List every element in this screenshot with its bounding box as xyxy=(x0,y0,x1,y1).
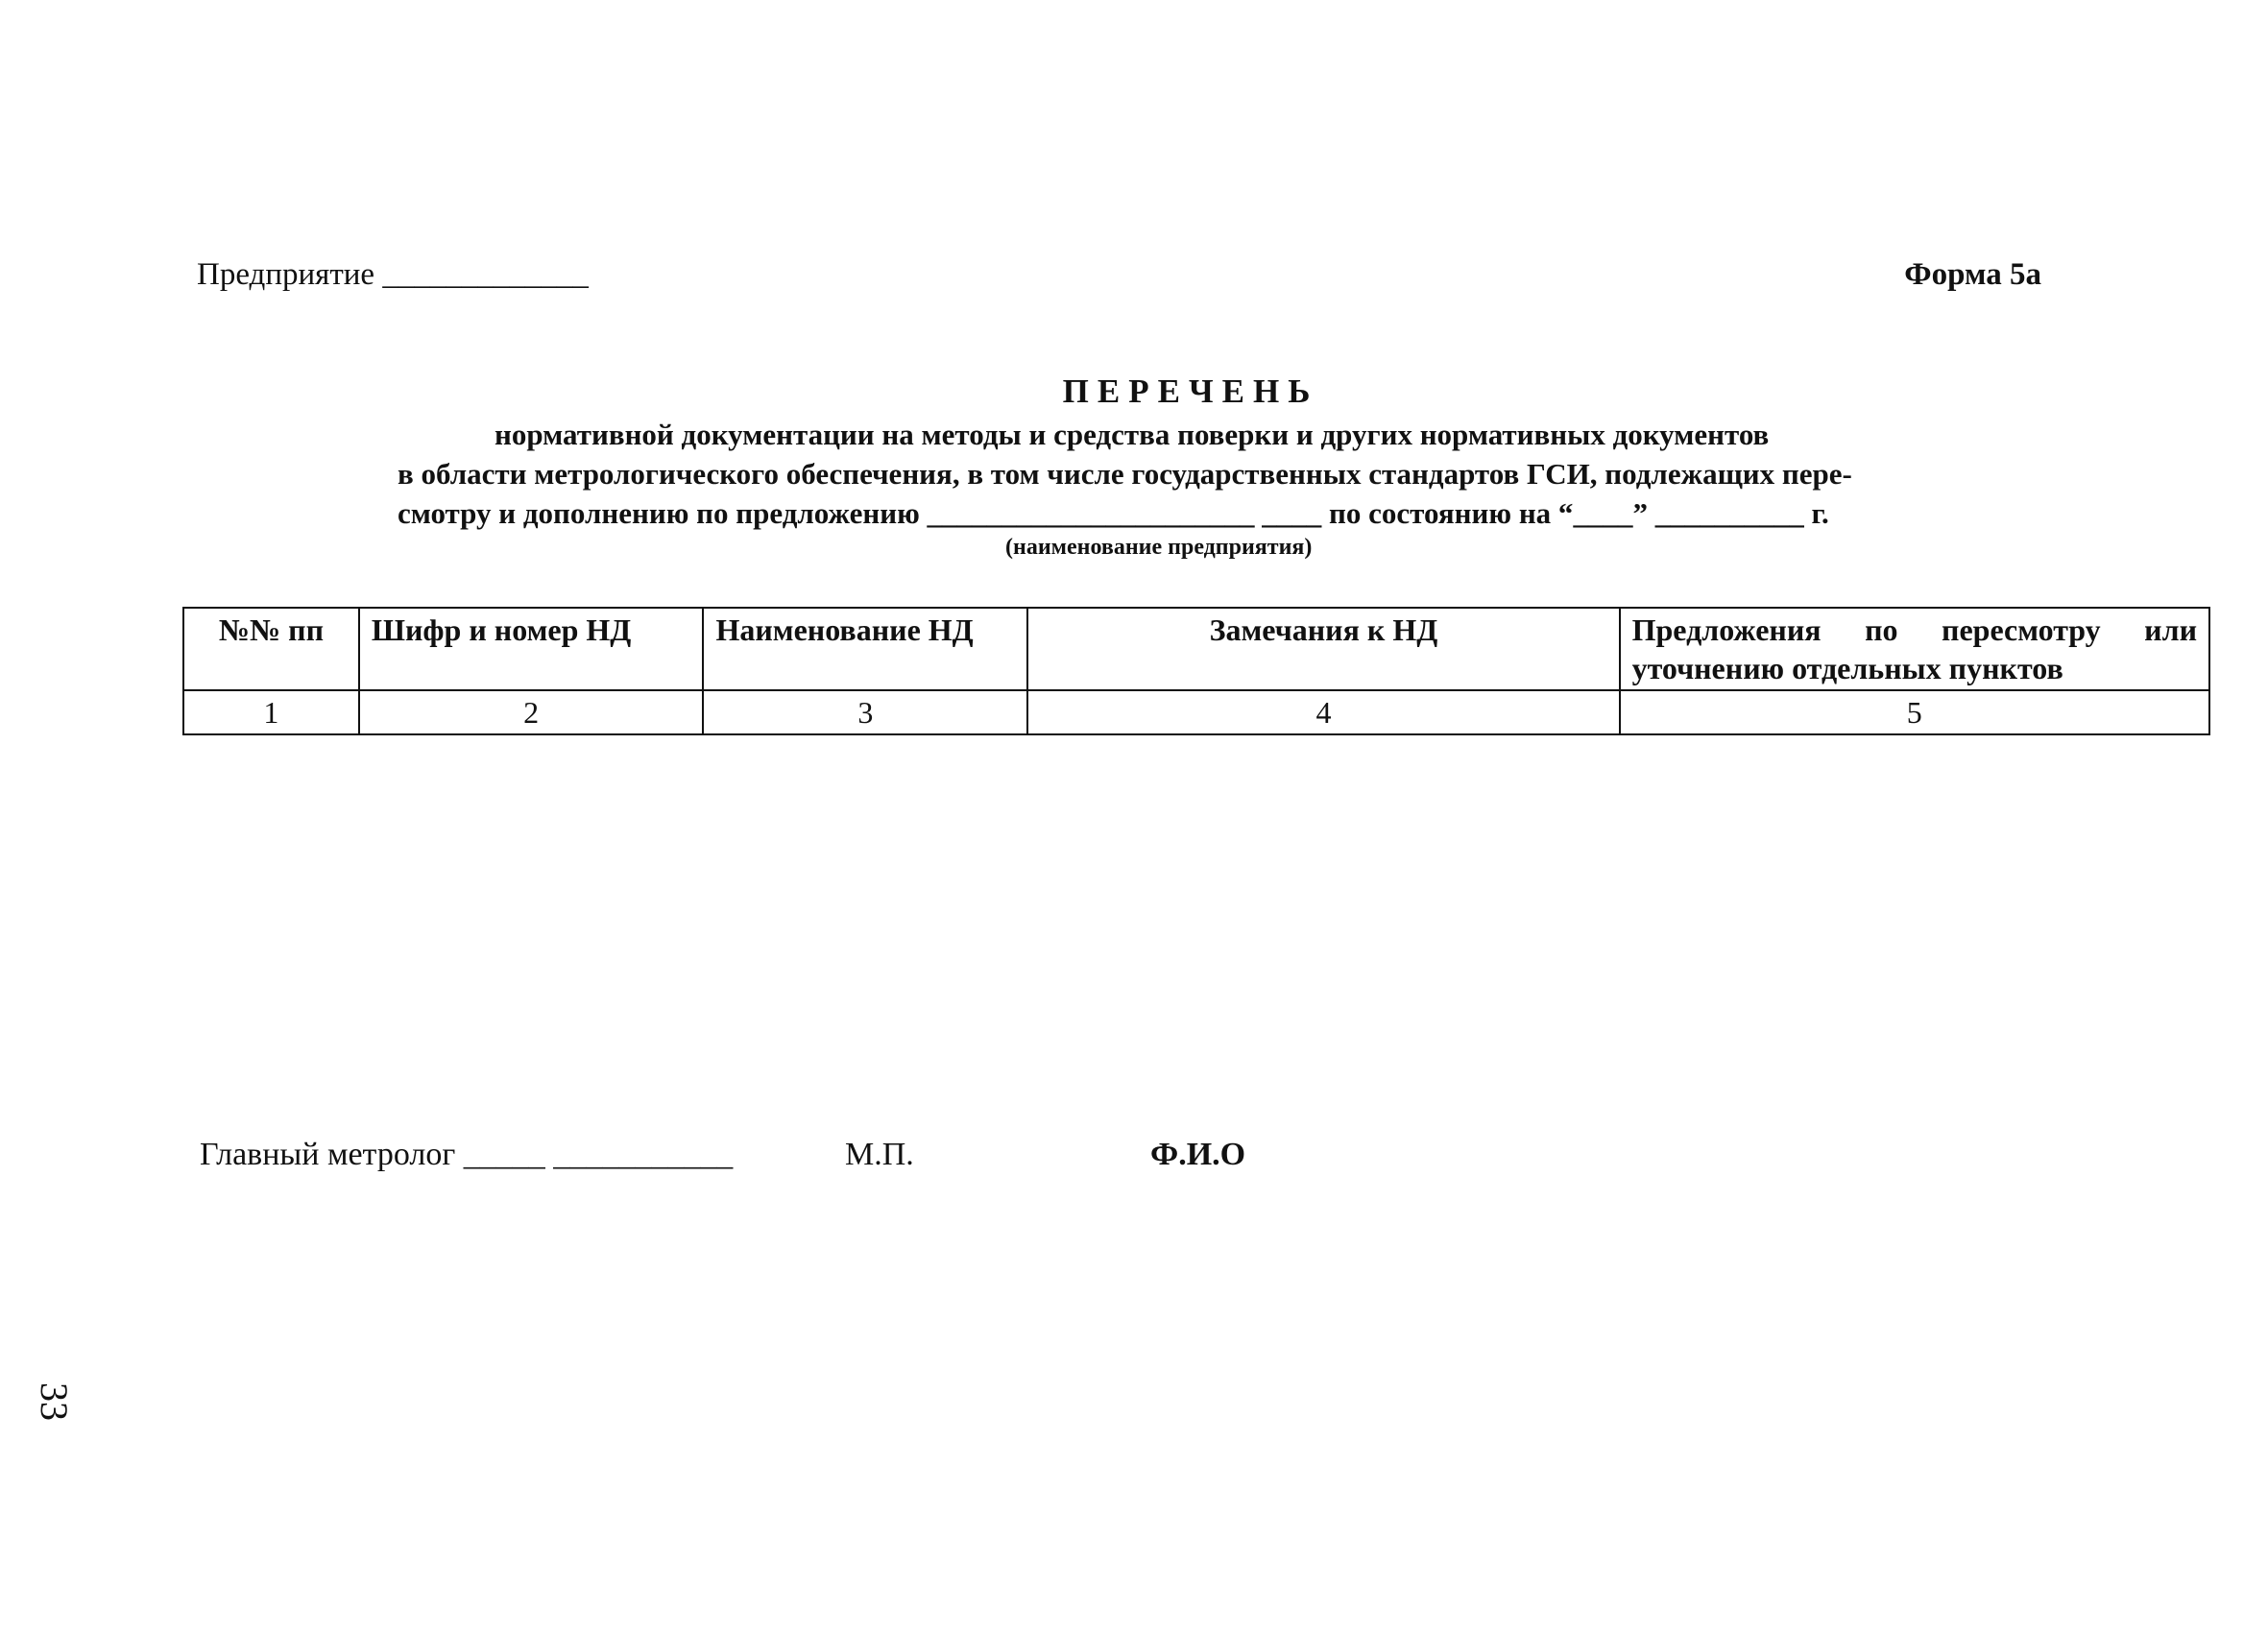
table-header-row xyxy=(183,608,2209,690)
enterprise-blank: _____________ xyxy=(382,257,589,292)
stamp-place: М.П. xyxy=(845,1137,914,1172)
full-name-label: Ф.И.О xyxy=(1150,1137,1246,1172)
day-blank: ____ xyxy=(1573,496,1633,530)
header-code: Шифр и номер НД xyxy=(359,608,704,690)
table-row xyxy=(183,690,2209,734)
document-list-table xyxy=(182,607,2210,735)
subtitle-line-3-mid: по состоянию на “ xyxy=(1329,496,1574,530)
proposer-blank: ______________________ ____ xyxy=(927,496,1322,530)
enterprise-label: Предприятие xyxy=(197,257,375,292)
chief-metrologist-signature xyxy=(200,1137,733,1173)
header-proposals-line-1: Предложения по пересмотру или xyxy=(1631,612,2197,647)
column-number-3: 3 xyxy=(703,690,1027,734)
header-remarks: Замечания к НД xyxy=(1027,608,1619,690)
subtitle-line-3-start: смотру и дополнению по предложению xyxy=(398,496,920,530)
column-number-2: 2 xyxy=(359,690,704,734)
header-number: №№ пп xyxy=(183,608,359,690)
header-proposals-line-2: уточнению отдельных пунктов xyxy=(1631,651,2063,685)
subtitle-line-2: в области метрологического обеспечения, в том числе государственных стандартов ГСИ, подлежащих пере- xyxy=(398,457,1852,491)
subtitle-line-3 xyxy=(398,496,1829,531)
column-number-4: 4 xyxy=(1027,690,1619,734)
column-number-1: 1 xyxy=(183,690,359,734)
chief-blank: _____ ___________ xyxy=(463,1137,734,1172)
form-label: Форма 5а xyxy=(1904,257,2041,292)
header-name: Наименование НД xyxy=(703,608,1027,690)
enterprise-caption: (наименование предприятия) xyxy=(1005,535,1313,560)
subtitle-line-1: нормативной документации на методы и средства поверки и других нормативных документов xyxy=(495,418,1770,451)
year-suffix: г. xyxy=(1811,496,1829,530)
month-blank: __________ xyxy=(1654,496,1804,530)
document-title: ПЕРЕЧЕНЬ xyxy=(1062,372,1319,410)
quote-close: ” xyxy=(1632,496,1648,530)
column-number-5: 5 xyxy=(1620,690,2209,734)
page-number: 33 xyxy=(33,1382,76,1421)
header-proposals xyxy=(1620,608,2209,690)
enterprise-field xyxy=(197,257,589,293)
chief-label: Главный метролог xyxy=(200,1137,456,1172)
